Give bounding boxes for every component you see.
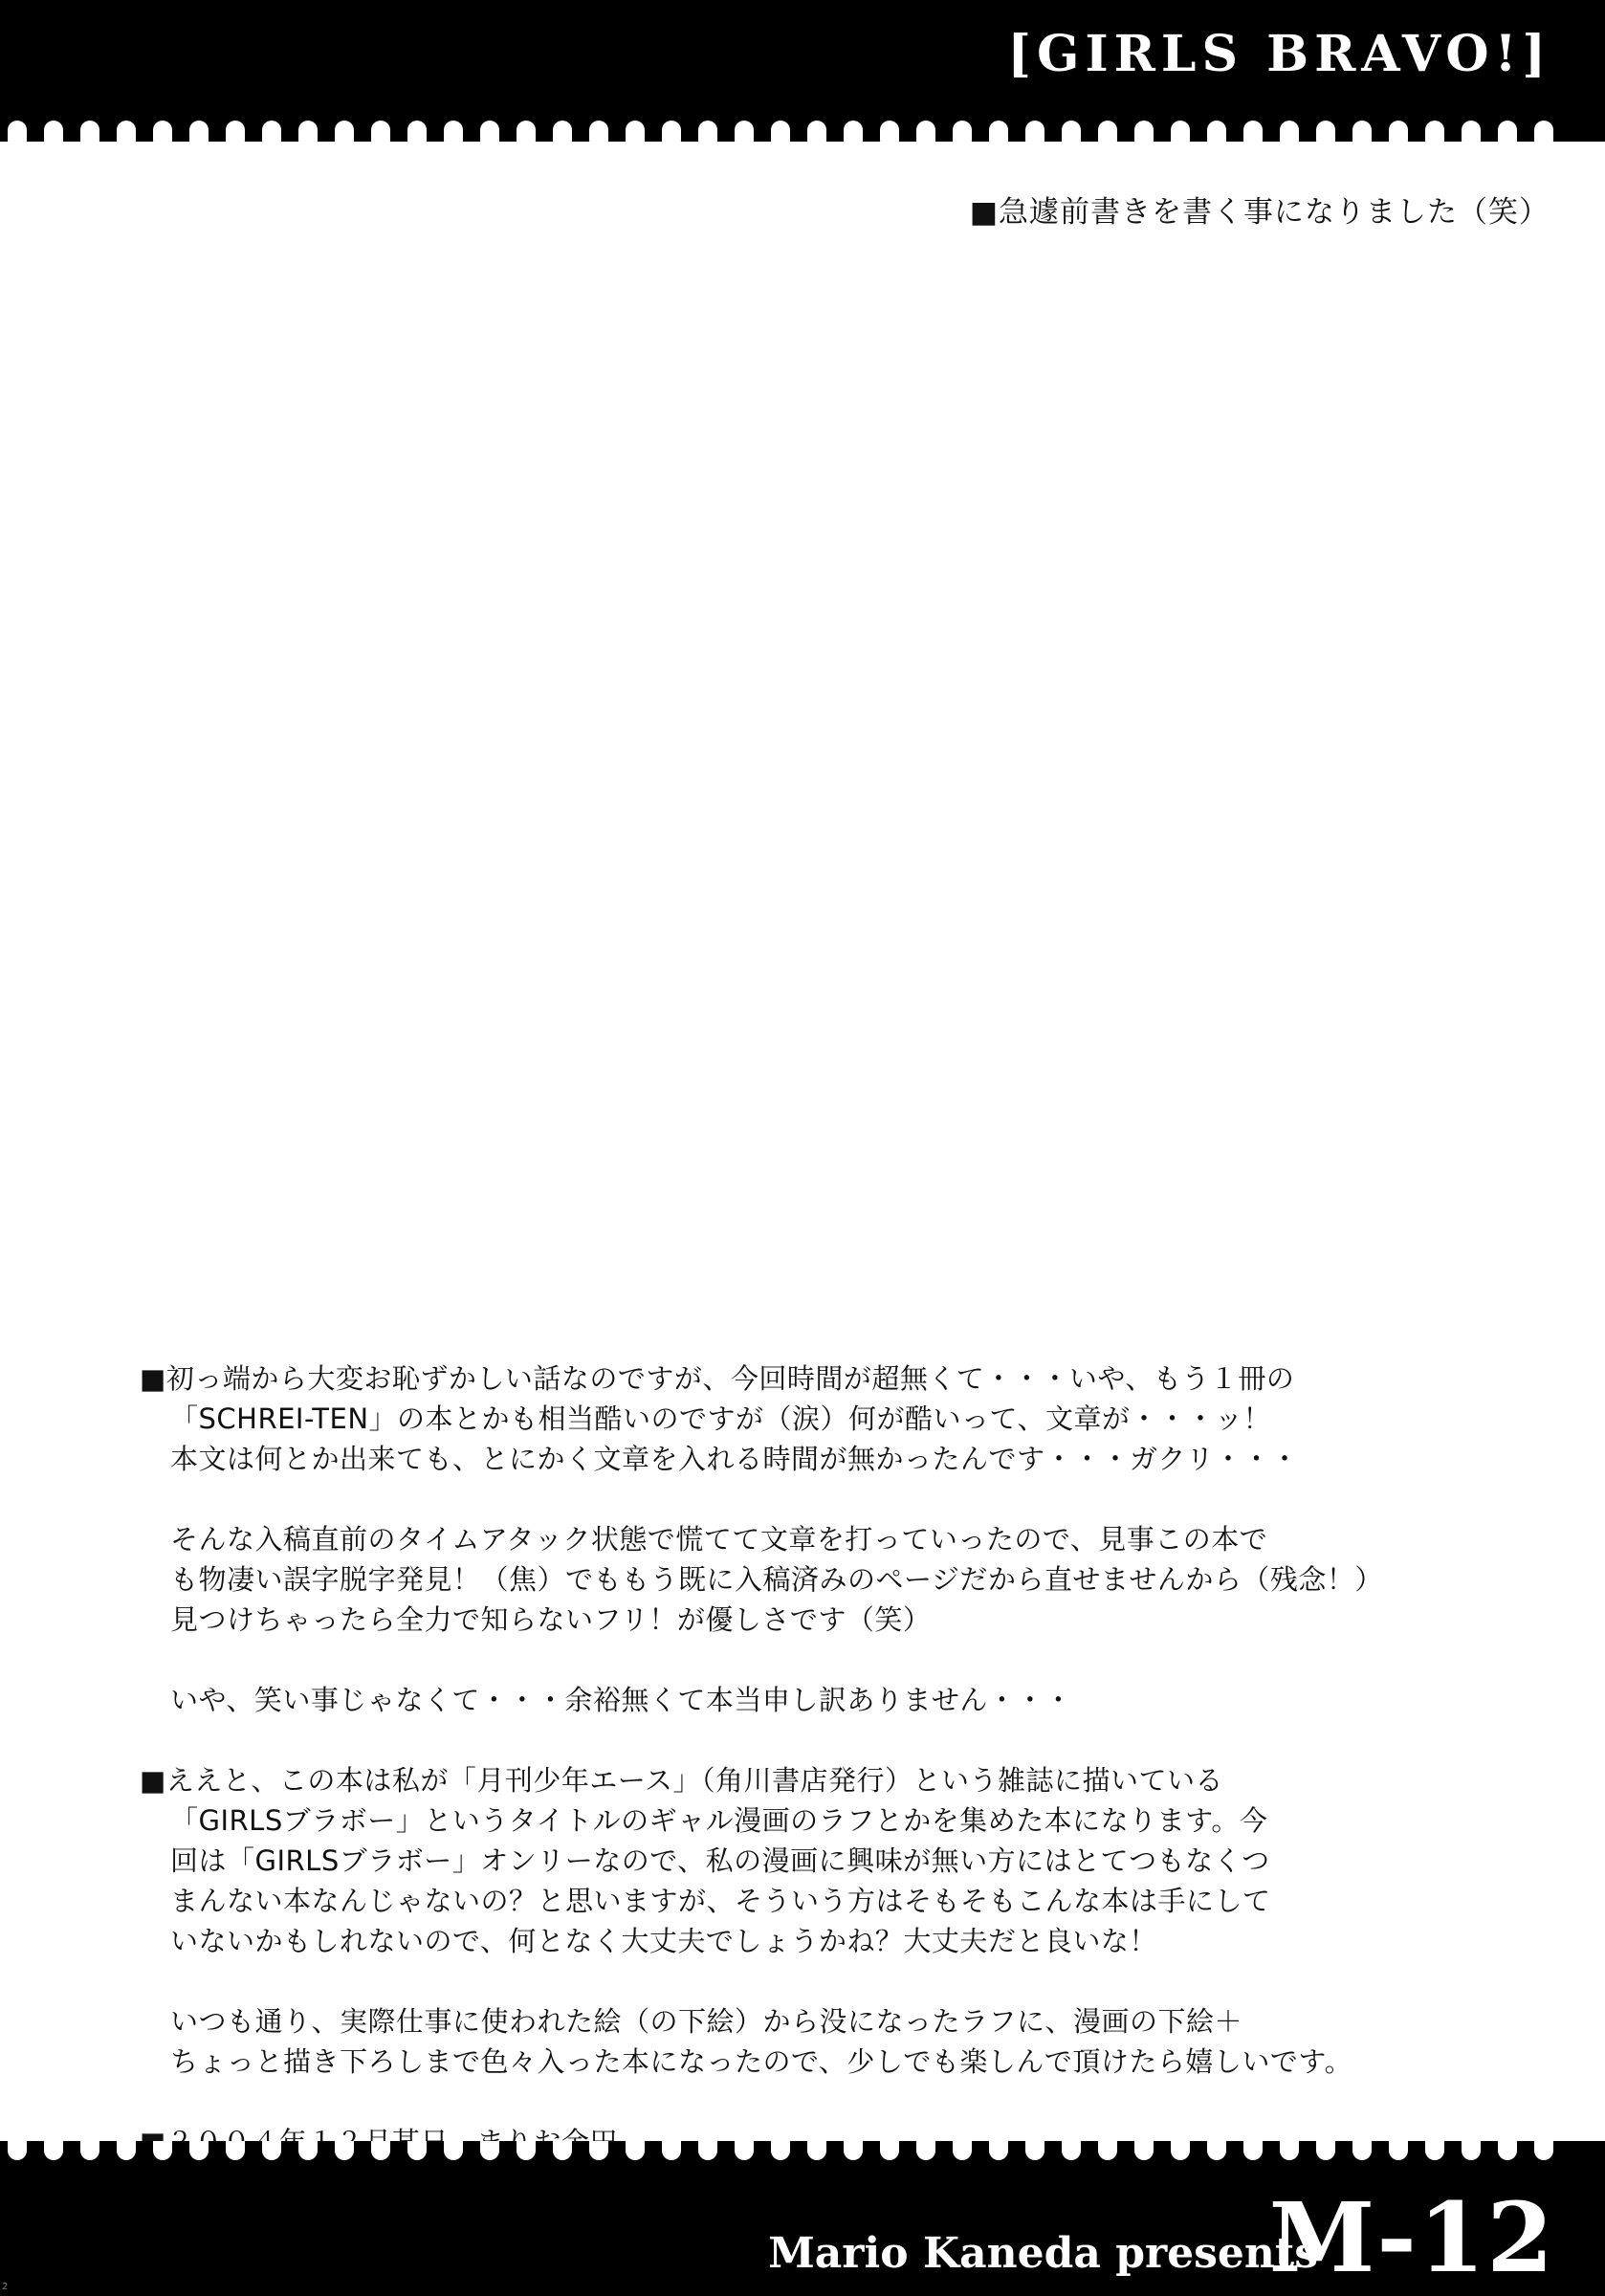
text-line: ■初っ端から大変お恥ずかしい話なのですが、今回時間が超無くて・・・いや、もう１冊の (140, 1362, 1295, 1395)
perforation-hole (1171, 121, 1190, 142)
perforation-row-bottom (0, 2141, 1605, 2160)
text-line: 見つけちゃったら全力で知らないフリ！が優しさです（笑） (170, 1603, 932, 1636)
perforation-hole (1534, 121, 1553, 142)
text-line: 「SCHREI-TEN」の本とかも相当酷いのですが（涙）何が酷いって、文章が・・・ッ！ (170, 1402, 1271, 1435)
perforation-hole (80, 121, 99, 142)
text-line: ■ええと、この本は私が「月刊少年エース」（角川書店発行）という雑誌に描いている (140, 1764, 1223, 1797)
perforation-hole (444, 121, 463, 142)
perforation-hole (1280, 2141, 1299, 2160)
perforation-hole (916, 121, 935, 142)
paragraph (140, 2001, 1536, 2082)
perforation-hole (1352, 2141, 1372, 2160)
perforation-hole (1389, 2141, 1408, 2160)
perforation-hole (1534, 2141, 1553, 2160)
body-text (140, 1358, 1536, 2202)
perforation-hole (1134, 121, 1154, 142)
perforation-hole (1207, 121, 1226, 142)
perforation-hole (407, 2141, 427, 2160)
paragraph (140, 1760, 1536, 1961)
perforation-hole (262, 2141, 281, 2160)
perforation-hole (1025, 2141, 1044, 2160)
perforation-hole (626, 121, 645, 142)
perforation-hole (298, 121, 318, 142)
perforation-hole (771, 2141, 790, 2160)
perforation-hole (153, 2141, 172, 2160)
perforation-hole (153, 121, 172, 142)
perforation-hole (807, 2141, 826, 2160)
perforation-hole (844, 121, 863, 142)
perforation-hole (916, 2141, 935, 2160)
perforation-hole (189, 2141, 209, 2160)
perforation-hole (1280, 121, 1299, 142)
perforation-hole (807, 121, 826, 142)
perforation-hole (117, 121, 136, 142)
perforation-hole (262, 121, 281, 142)
perforation-hole (844, 2141, 863, 2160)
perforation-hole (735, 2141, 754, 2160)
perforation-hole (407, 121, 427, 142)
perforation-hole (1171, 2141, 1190, 2160)
preface-heading: ■急遽前書きを書く事になりました（笑） (969, 195, 1550, 230)
perforation-hole (953, 2141, 972, 2160)
perforation-hole (1098, 121, 1117, 142)
header-title: [GIRLS BRAVO!] (1007, 25, 1551, 83)
perforation-row-top (0, 121, 1605, 142)
perforation-hole (480, 2141, 499, 2160)
perforation-hole (1498, 2141, 1517, 2160)
paragraph (140, 1680, 1536, 1720)
text-line: いつも通り、実際仕事に使われた絵（の下絵）から没になったラフに、漫画の下絵＋ (170, 2005, 1243, 2038)
perforation-hole (1025, 121, 1044, 142)
perforation-hole (117, 2141, 136, 2160)
perforation-hole (1352, 121, 1372, 142)
paragraph (140, 1519, 1536, 1640)
perforation-hole (880, 2141, 899, 2160)
text-line: まんない本なんじゃないの？と思いますが、そういう方はそもそもこんな本は手にして (170, 1885, 1271, 1917)
perforation-hole (953, 121, 972, 142)
perforation-hole (444, 2141, 463, 2160)
perforation-hole (1062, 121, 1081, 142)
perforation-hole (698, 121, 717, 142)
perforation-hole (189, 121, 209, 142)
footer-code: M-12 (1268, 2181, 1555, 2294)
perforation-hole (1134, 2141, 1154, 2160)
perforation-hole (371, 2141, 390, 2160)
perforation-hole (517, 2141, 536, 2160)
perforation-hole (626, 2141, 645, 2160)
perforation-hole (771, 121, 790, 142)
side-page-mark: 2 (2, 2282, 9, 2292)
text-line: そんな入稿直前のタイムアタック状態で慌てて文章を打っていったので、見事この本で (170, 1523, 1268, 1556)
header-band (0, 0, 1605, 142)
perforation-hole (880, 121, 899, 142)
perforation-hole (1425, 2141, 1444, 2160)
perforation-hole (1062, 2141, 1081, 2160)
perforation-hole (1316, 2141, 1335, 2160)
perforation-hole (335, 2141, 354, 2160)
perforation-hole (1425, 121, 1444, 142)
text-line: 「GIRLSブラボー」というタイトルのギャル漫画のラフとかを集めた本になります。今 (170, 1804, 1268, 1837)
perforation-hole (989, 2141, 1008, 2160)
perforation-hole (80, 2141, 99, 2160)
perforation-hole (226, 2141, 245, 2160)
perforation-hole (662, 2141, 681, 2160)
perforation-hole (8, 2141, 27, 2160)
perforation-hole (589, 121, 608, 142)
perforation-hole (1389, 121, 1408, 142)
perforation-hole (698, 2141, 717, 2160)
perforation-hole (8, 121, 27, 142)
perforation-hole (1243, 121, 1263, 142)
perforation-hole (989, 121, 1008, 142)
perforation-hole (226, 121, 245, 142)
perforation-hole (44, 2141, 63, 2160)
text-line: いないかもしれないので、何となく大丈夫でしょうかね？大丈夫だと良いな！ (170, 1925, 1157, 1957)
perforation-hole (298, 2141, 318, 2160)
text-line: も物凄い誤字脱字発見！（焦）でももう既に入稿済みのページだから直せませんから（残念！） (170, 1563, 1383, 1596)
text-line: 回は「GIRLSブラボー」オンリーなので、私の漫画に興味が無い方にはとてつもなくつ (170, 1844, 1270, 1877)
perforation-hole (553, 121, 572, 142)
perforation-hole (1098, 2141, 1117, 2160)
perforation-hole (735, 121, 754, 142)
perforation-hole (44, 121, 63, 142)
paragraph (140, 1358, 1536, 1479)
perforation-hole (553, 2141, 572, 2160)
footer-presents: Mario Kaneda presents (768, 2229, 1318, 2278)
text-line: ちょっと描き下ろしまで色々入った本になったので、少しでも楽しんで頂けたら嬉しいです。 (170, 2045, 1353, 2078)
text-line: 本文は何とか出来ても、とにかく文章を入れる時間が無かったんです・・・ガクリ・・・ (170, 1443, 1300, 1475)
perforation-hole (335, 121, 354, 142)
perforation-hole (1243, 2141, 1263, 2160)
perforation-hole (1316, 121, 1335, 142)
perforation-hole (480, 121, 499, 142)
perforation-hole (1498, 121, 1517, 142)
perforation-hole (517, 121, 536, 142)
perforation-hole (1207, 2141, 1226, 2160)
perforation-hole (371, 121, 390, 142)
text-line: いや、笑い事じゃなくて・・・余裕無くて本当申し訳ありません・・・ (170, 1684, 1073, 1716)
perforation-hole (662, 121, 681, 142)
perforation-hole (589, 2141, 608, 2160)
perforation-hole (1462, 121, 1481, 142)
perforation-hole (1462, 2141, 1481, 2160)
